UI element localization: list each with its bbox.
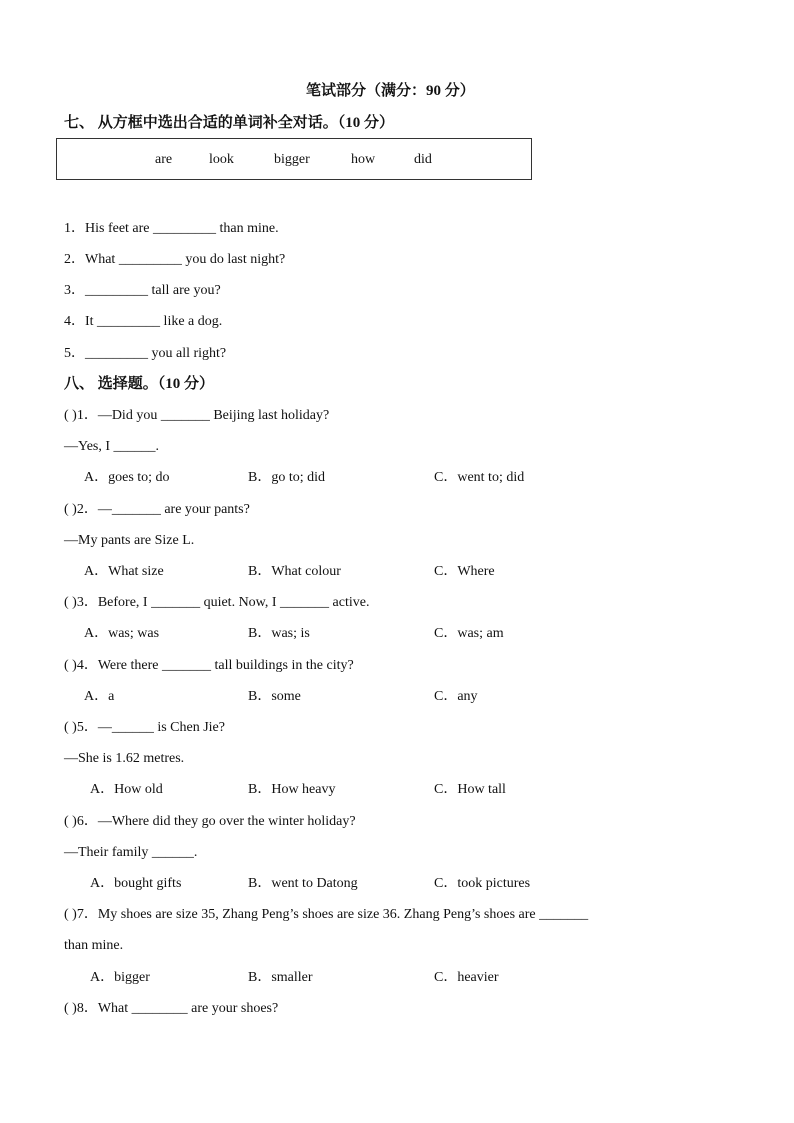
question-6-option-b: B．went to Datong [248,876,358,891]
word-box-item: are [155,152,173,167]
page-title: 笔试部分（满分：90 分） [306,83,475,99]
question-4-option-a: A．a [84,689,115,704]
question-3-stem: ( )3．Before, I _______ quiet. Now, I _______ active. [64,595,370,610]
question-3-option-b: B．was; is [248,626,310,641]
question-5-reply: —She is 1.62 metres. [64,751,185,766]
fill-item-3: 3．_________ tall are you? [64,283,221,298]
question-4-stem: ( )4．Were there _______ tall buildings in the city? [64,658,354,673]
question-1-option-a: A．goes to; do [84,470,170,485]
word-box-item: did [414,152,432,167]
word-box-item: look [209,152,234,167]
question-2-stem: ( )2．—_______ are your pants? [64,502,250,517]
fill-item-2: 2．What _________ you do last night? [64,252,286,267]
word-box [56,138,532,180]
question-3-option-a: A．was; was [84,626,160,641]
question-5-option-c: C．How tall [434,782,506,797]
question-8-stem: ( )8．What ________ are your shoes? [64,1001,279,1016]
word-box-item: how [351,152,376,167]
question-5-option-a: A．How old [90,782,163,797]
question-7-option-c: C．heavier [434,970,499,985]
question-2-option-b: B．What colour [248,564,341,579]
question-3-option-c: C．was; am [434,626,504,641]
question-6-option-a: A．bought gifts [90,876,182,891]
section-8-heading: 八、 选择题。（10 分） [64,376,215,392]
question-5-option-b: B．How heavy [248,782,336,797]
question-1-reply: —Yes, I ______. [64,439,160,454]
question-1-option-b: B．go to; did [248,470,326,485]
question-4-option-c: C．any [434,689,478,704]
question-2-reply: —My pants are Size L. [64,533,195,548]
word-box-item: bigger [274,152,310,167]
section-7-heading: 七、 从方框中选出合适的单词补全对话。（10 分） [64,115,395,131]
question-7-continuation: than mine. [64,938,124,953]
question-6-reply: —Their family ______. [64,845,198,860]
question-1-option-c: C．went to; did [434,470,525,485]
question-6-stem: ( )6．—Where did they go over the winter holiday? [64,814,356,829]
question-7-option-b: B．smaller [248,970,313,985]
fill-item-5: 5．_________ you all right? [64,346,227,361]
question-4-option-b: B．some [248,689,301,704]
fill-item-4: 4．It _________ like a dog. [64,314,223,329]
fill-item-1: 1．His feet are _________ than mine. [64,221,279,236]
question-7-option-a: A．bigger [90,970,150,985]
question-2-option-a: A．What size [84,564,164,579]
question-6-option-c: C．took pictures [434,876,531,891]
question-7-stem: ( )7．My shoes are size 35, Zhang Peng’s shoes are size 36. Zhang Peng’s shoes are _______ [64,907,589,922]
question-1-stem: ( )1．—Did you _______ Beijing last holiday? [64,408,330,423]
question-5-stem: ( )5．—______ is Chen Jie? [64,720,225,735]
question-2-option-c: C．Where [434,564,495,579]
